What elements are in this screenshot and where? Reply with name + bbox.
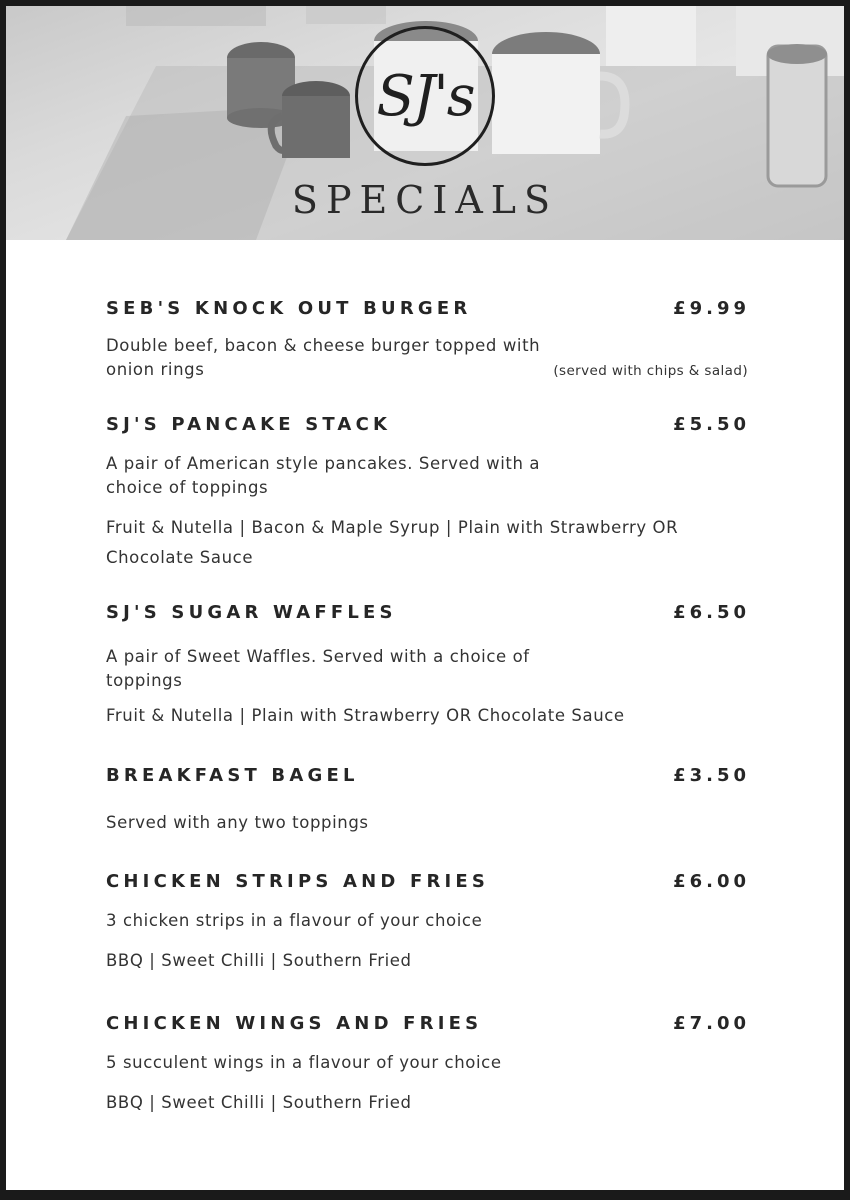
item-description: 5 succulent wings in a flavour of your choice [106,1053,502,1072]
logo-badge [355,26,495,166]
menu-page [6,6,844,1190]
item-name: SJ'S PANCAKE STACK [106,414,392,435]
item-name: BREAKFAST BAGEL [106,765,359,786]
item-description: Double beef, bacon & cheese burger topped with onion rings [106,336,541,379]
item-description: Served with any two toppings [106,813,369,832]
item-description: A pair of American style pancakes. Served with a choice of toppings [106,454,541,497]
item-name: SEB'S KNOCK OUT BURGER [106,298,472,319]
item-options: Fruit & Nutella | Plain with Strawberry OR Chocolate Sauce [106,706,625,725]
item-options: Fruit & Nutella | Bacon & Maple Syrup | Plain with Strawberry OR Chocolate Sauce [106,518,679,567]
page-title: SPECIALS [291,178,559,222]
item-price: £9.99 [673,298,750,319]
item-name: CHICKEN STRIPS AND FRIES [106,871,490,892]
item-price: £3.50 [673,765,750,786]
logo-text: SJ's [376,63,474,129]
item-name: CHICKEN WINGS AND FRIES [106,1013,483,1034]
item-name: SJ'S SUGAR WAFFLES [106,602,397,623]
item-options: BBQ | Sweet Chilli | Southern Fried [106,1093,412,1112]
header-photo [6,6,844,240]
item-note: (served with chips & salad) [553,363,748,379]
item-price: £6.00 [673,871,750,892]
item-description: A pair of Sweet Waffles. Served with a choice of toppings [106,647,530,690]
item-price: £7.00 [673,1013,750,1034]
item-options: BBQ | Sweet Chilli | Southern Fried [106,951,412,970]
item-price: £6.50 [673,602,750,623]
item-price: £5.50 [673,414,750,435]
item-description: 3 chicken strips in a flavour of your choice [106,911,483,930]
